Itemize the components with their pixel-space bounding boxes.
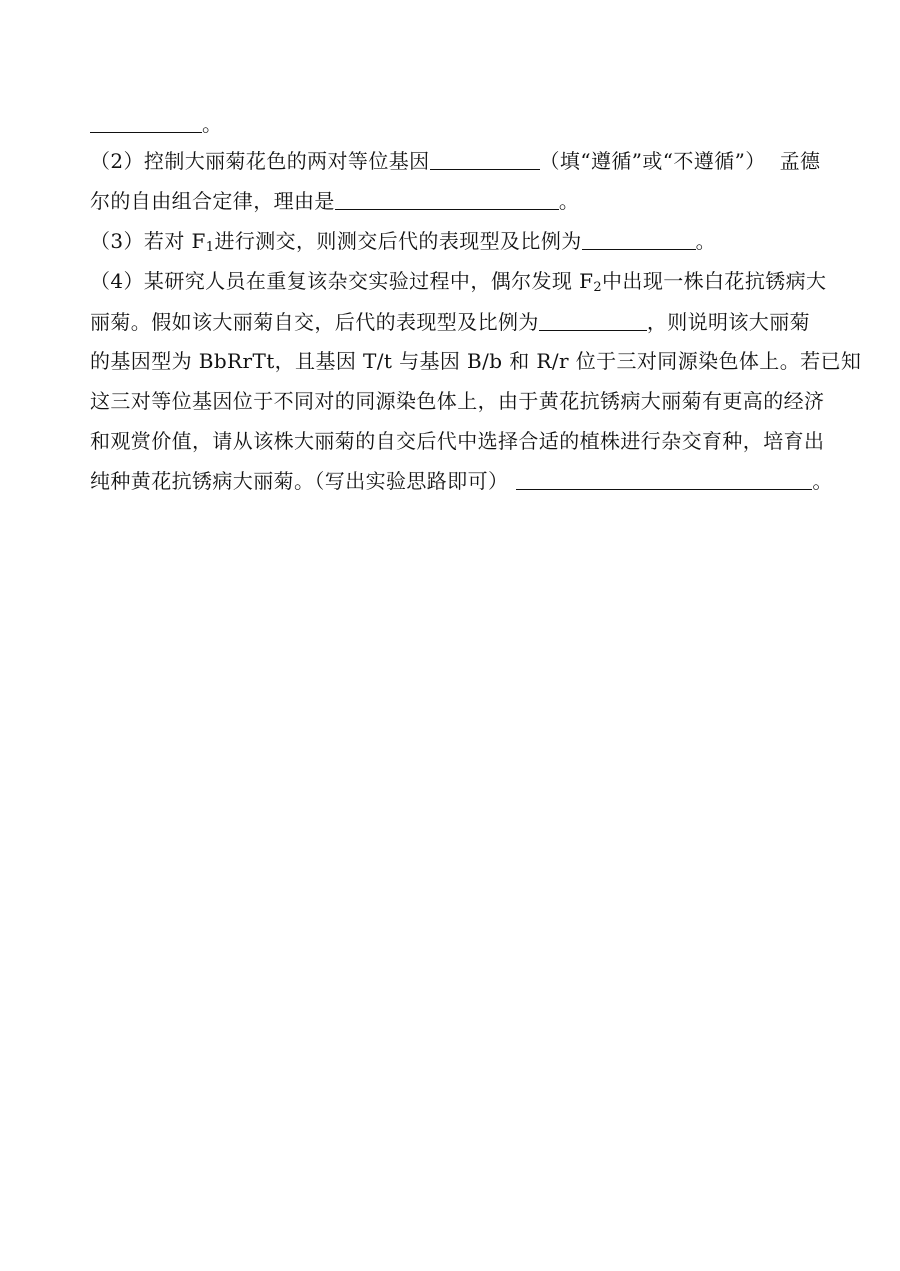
question-4-text-2: 中出现一株白花抗锈病大: [602, 269, 827, 293]
text-period: 。: [812, 469, 833, 493]
question-3-text: （3）若对 F: [90, 229, 206, 253]
question-2-line-1: [90, 147, 830, 175]
answer-blank[interactable]: [90, 112, 202, 133]
answer-blank-q2-2[interactable]: [335, 189, 559, 210]
answer-blank-q4-2[interactable]: [516, 469, 812, 490]
question-3-line: [90, 227, 830, 255]
question-4-line-1: [90, 267, 830, 295]
question-4-text-7: 和观赏价值，请从该株大丽菊的自交后代中选择合适的植株进行杂交育种，培育出: [90, 429, 825, 453]
text-period: 。: [202, 112, 223, 136]
question-4-text-5: 的基因型为 BbRrTt，且基因 T/t 与基因 B/b 和 R/r 位于三对同源染色体上。若已知: [90, 349, 862, 373]
question-2-hint: （填“遵循”或“不遵循”）: [539, 149, 766, 173]
question-4-line-6: [90, 467, 833, 495]
question-2-text: （2）控制大丽菊花色的两对等位基因: [90, 149, 430, 173]
question-4-line-2: [90, 308, 830, 336]
question-2-text-2: 尔的自由组合定律，理由是: [90, 189, 335, 213]
question-4-text-4: ，则说明该大丽菊: [646, 310, 811, 334]
question-4-line-3: [90, 347, 862, 375]
question-4-line-5: [90, 427, 830, 455]
answer-blank-q4-1[interactable]: [539, 310, 647, 331]
answer-line-1: [90, 110, 830, 138]
subscript-2: 2: [593, 280, 603, 295]
question-3-text-2: 进行测交，则测交后代的表现型及比例为: [214, 229, 582, 253]
question-2-text-cont: 孟德: [779, 149, 821, 173]
question-4-text-8: 纯种黄花抗锈病大丽菊。（写出实验思路即可）: [90, 469, 509, 493]
answer-blank-q3[interactable]: [582, 229, 696, 250]
question-4-line-4: [90, 387, 830, 415]
question-4-text-3: 丽菊。假如该大丽菊自交，后代的表现型及比例为: [90, 310, 539, 334]
question-4-text: （4）某研究人员在重复该杂交实验过程中，偶尔发现 F: [90, 269, 594, 293]
answer-blank-q2-1[interactable]: [430, 149, 540, 170]
subscript-1: 1: [205, 240, 215, 255]
text-period: 。: [695, 229, 717, 253]
question-4-text-6: 这三对等位基因位于不同对的同源染色体上，由于黄花抗锈病大丽菊有更高的经济: [90, 389, 825, 413]
question-2-line-2: [90, 187, 830, 215]
text-period: 。: [558, 189, 580, 213]
